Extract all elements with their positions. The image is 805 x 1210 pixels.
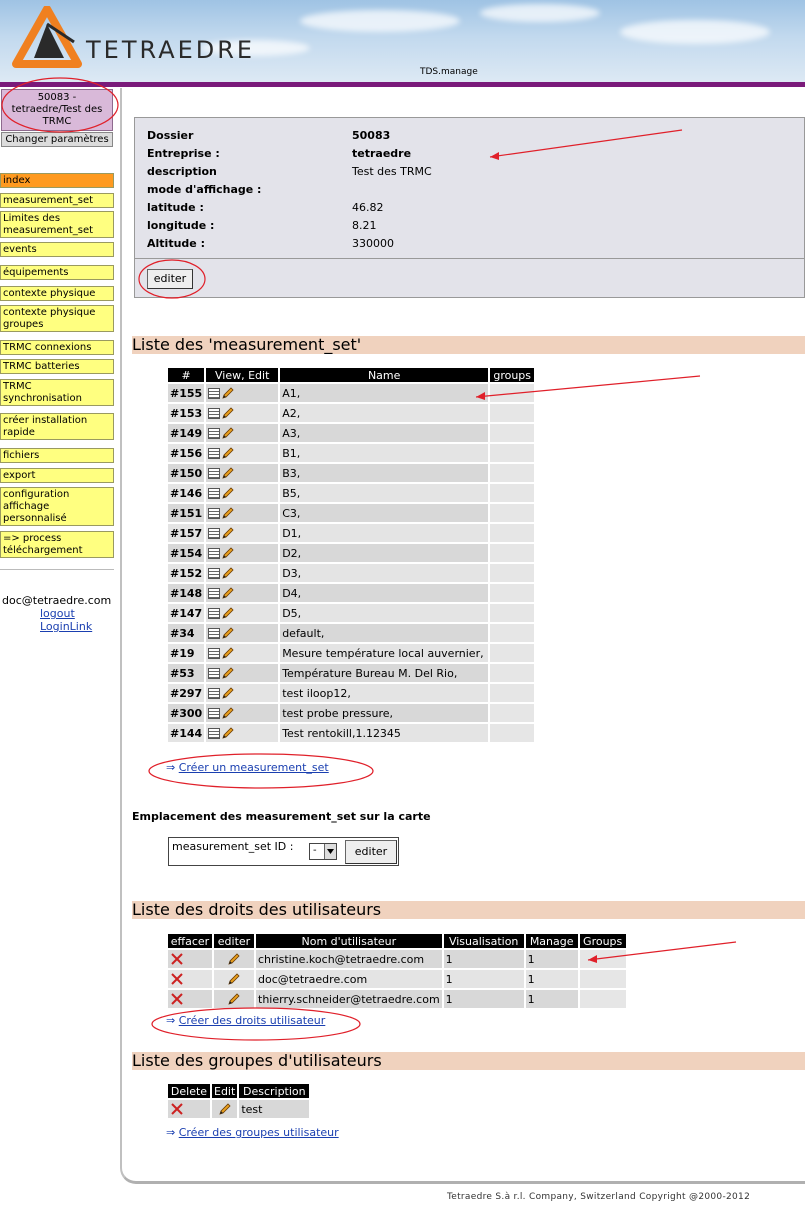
dossier-info-key: Entreprise : xyxy=(147,146,220,160)
measurement-set-groups xyxy=(490,524,534,542)
change-params-button[interactable]: Changer paramètres xyxy=(1,132,113,147)
dossier-info-row xyxy=(147,198,432,216)
measurement-set-row xyxy=(168,464,534,482)
measurement-set-name: test probe pressure, xyxy=(280,704,488,722)
measurement-set-id: #150 xyxy=(168,464,204,482)
measurement-set-name: B3, xyxy=(280,464,488,482)
measurement-set-groups xyxy=(490,724,534,742)
dossier-info-row xyxy=(147,180,432,198)
measurement-set-id: #147 xyxy=(168,604,204,622)
dossier-info-key: Altitude : xyxy=(147,236,205,250)
create-user-rights-link[interactable] xyxy=(166,1014,325,1027)
column-header-description: Description xyxy=(239,1084,309,1098)
dossier-info-key: Dossier xyxy=(147,128,194,142)
measurement-set-id: #154 xyxy=(168,544,204,562)
measurement-set-groups xyxy=(490,704,534,722)
measurement-set-name: B1, xyxy=(280,444,488,462)
view-edit-cell xyxy=(206,444,278,462)
delete-x-icon[interactable] xyxy=(170,952,184,966)
view-list-icon[interactable] xyxy=(208,648,220,659)
measurement-set-name: D5, xyxy=(280,604,488,622)
user-groups-table xyxy=(166,1082,311,1120)
measurement-set-groups xyxy=(490,444,534,462)
measurement-set-id: #148 xyxy=(168,584,204,602)
dossier-info-row xyxy=(147,216,432,234)
measurement-set-groups xyxy=(490,424,534,442)
column-header-name: Name xyxy=(280,368,488,382)
sidebar-item-trmc-connexions[interactable]: TRMC connexions xyxy=(0,340,114,355)
column-header-groups: groups xyxy=(490,368,534,382)
pencil-icon[interactable] xyxy=(227,952,241,966)
dossier-info-value: 330000 xyxy=(352,236,394,250)
pencil-icon[interactable] xyxy=(221,386,235,400)
measurement-set-id: #155 xyxy=(168,384,204,402)
measurement-set-id: #34 xyxy=(168,624,204,642)
dossier-info-key: description xyxy=(147,164,217,178)
view-list-icon[interactable] xyxy=(208,508,220,519)
measurement-set-groups xyxy=(490,484,534,502)
delete-x-icon[interactable] xyxy=(170,972,184,986)
sidebar-item-export[interactable]: export xyxy=(0,468,114,483)
user-email: doc@tetraedre.com xyxy=(2,594,112,607)
sidebar-item-process-telechargement[interactable]: => process téléchargement xyxy=(0,531,114,558)
create-user-group-link[interactable] xyxy=(166,1126,339,1139)
measurement-set-row xyxy=(168,384,534,402)
dossier-info-value: 8.21 xyxy=(352,218,377,232)
view-edit-cell xyxy=(206,564,278,582)
user-groups-section-title: Liste des groupes d'utilisateurs xyxy=(132,1052,805,1070)
measurement-set-name: A3, xyxy=(280,424,488,442)
view-list-icon[interactable] xyxy=(208,568,220,579)
measurement-set-name: C3, xyxy=(280,504,488,522)
view-edit-cell xyxy=(206,404,278,422)
column-header-username: Nom d'utilisateur xyxy=(256,934,442,948)
measurement-set-id: #156 xyxy=(168,444,204,462)
measurement-set-name: Température Bureau M. Del Rio, xyxy=(280,664,488,682)
view-list-icon[interactable] xyxy=(208,548,220,559)
view-edit-cell xyxy=(206,524,278,542)
view-list-icon[interactable] xyxy=(208,708,220,719)
page-header xyxy=(0,0,805,82)
measurement-set-groups xyxy=(490,604,534,622)
measurement-set-name: Test rentokill,1.12345 xyxy=(280,724,488,742)
view-list-icon[interactable] xyxy=(208,488,220,499)
measurement-set-name: D3, xyxy=(280,564,488,582)
view-list-icon[interactable] xyxy=(208,388,220,399)
user-rights-row xyxy=(168,950,626,968)
measurement-set-name: A1, xyxy=(280,384,488,402)
dossier-info-row xyxy=(147,162,432,180)
pencil-icon[interactable] xyxy=(221,466,235,480)
measurement-set-row xyxy=(168,484,534,502)
measurement-set-row xyxy=(168,424,534,442)
measurement-set-groups xyxy=(490,464,534,482)
pencil-icon[interactable] xyxy=(221,506,235,520)
measurement-set-row xyxy=(168,404,534,422)
measurement-set-row xyxy=(168,604,534,622)
measurement-set-id: #153 xyxy=(168,404,204,422)
pencil-icon[interactable] xyxy=(221,486,235,500)
column-header-editer: editer xyxy=(214,934,254,948)
delete-x-icon[interactable] xyxy=(170,992,184,1006)
measurement-set-name: default, xyxy=(280,624,488,642)
create-measurement-set-label[interactable]: Créer un measurement_set xyxy=(178,761,329,774)
pencil-icon[interactable] xyxy=(221,546,235,560)
tetraedre-logo-icon xyxy=(12,6,82,68)
measurement-set-id-label: measurement_set ID : xyxy=(172,840,294,853)
measurement-set-name: D2, xyxy=(280,544,488,562)
measurement-set-groups xyxy=(490,504,534,522)
sidebar-item-configuration-affichage[interactable]: configuration affichage personnalisé xyxy=(0,487,114,526)
measurement-set-row xyxy=(168,544,534,562)
user-rights-section-title: Liste des droits des utilisateurs xyxy=(132,901,805,919)
measurement-set-table xyxy=(166,366,536,744)
view-edit-cell xyxy=(206,644,278,662)
pencil-icon[interactable] xyxy=(221,526,235,540)
measurement-set-groups xyxy=(490,684,534,702)
app-name: TDS.manage xyxy=(420,67,478,77)
measurement-set-id: #297 xyxy=(168,684,204,702)
measurement-set-groups xyxy=(490,384,534,402)
measurement-set-row xyxy=(168,504,534,522)
sidebar-item-contexte-physique[interactable]: contexte physique xyxy=(0,286,114,301)
view-edit-cell xyxy=(206,684,278,702)
sidebar-item-fichiers[interactable]: fichiers xyxy=(0,448,114,463)
manage-cell: 1 xyxy=(526,950,578,968)
header-divider xyxy=(0,82,805,87)
visualisation-cell: 1 xyxy=(444,950,524,968)
measurement-set-name: B5, xyxy=(280,484,488,502)
view-edit-cell xyxy=(206,484,278,502)
manage-cell: 1 xyxy=(526,990,578,1008)
measurement-set-row xyxy=(168,664,534,682)
chevron-down-icon[interactable] xyxy=(324,844,336,859)
arrow-icon: ⇒ xyxy=(166,761,176,774)
measurement-set-row xyxy=(168,704,534,722)
view-list-icon[interactable] xyxy=(208,588,220,599)
measurement-set-name: Mesure température local auvernier, xyxy=(280,644,488,662)
view-edit-cell xyxy=(206,464,278,482)
dossier-info-value xyxy=(352,180,432,198)
measurement-set-id: #53 xyxy=(168,664,204,682)
sidebar-item-contexte-physique-groupes[interactable]: contexte physique groupes xyxy=(0,305,114,332)
measurement-set-id: #300 xyxy=(168,704,204,722)
groups-cell xyxy=(580,970,626,988)
pencil-icon[interactable] xyxy=(221,586,235,600)
measurement-set-row xyxy=(168,564,534,582)
sidebar-item-equipements[interactable]: équipements xyxy=(0,265,114,280)
pencil-icon[interactable] xyxy=(221,706,235,720)
map-edit-button[interactable]: editer xyxy=(345,840,397,864)
pencil-icon[interactable] xyxy=(218,1102,232,1116)
create-user-rights-label[interactable]: Créer des droits utilisateur xyxy=(178,1014,326,1027)
measurement-set-row xyxy=(168,684,534,702)
measurement-set-id: #151 xyxy=(168,504,204,522)
dossier-info-panel xyxy=(134,117,805,298)
manage-cell: 1 xyxy=(526,970,578,988)
dossier-info-value: 50083 xyxy=(352,128,391,142)
delete-cell xyxy=(168,950,212,968)
view-list-icon[interactable] xyxy=(208,528,220,539)
sidebar-item-events[interactable]: events xyxy=(0,242,114,257)
pencil-icon[interactable] xyxy=(221,646,235,660)
view-edit-cell xyxy=(206,584,278,602)
view-edit-cell xyxy=(206,624,278,642)
dossier-info-value: tetraedre xyxy=(352,146,412,160)
header-cloud xyxy=(300,10,460,32)
dossier-info-table xyxy=(147,126,432,252)
view-edit-cell xyxy=(206,724,278,742)
measurement-set-id: #144 xyxy=(168,724,204,742)
measurement-set-name: D4, xyxy=(280,584,488,602)
view-edit-cell xyxy=(206,384,278,402)
column-header-manage: Manage xyxy=(526,934,578,948)
column-header-delete: Delete xyxy=(168,1084,210,1098)
view-list-icon[interactable] xyxy=(208,628,220,639)
dossier-info-row xyxy=(147,144,432,162)
delete-x-icon[interactable] xyxy=(170,1102,184,1116)
current-dossier-label: 50083 - tetraedre/Test des TRMC xyxy=(1,89,113,131)
edit-cell xyxy=(212,1100,237,1118)
measurement-set-name: A2, xyxy=(280,404,488,422)
pencil-icon[interactable] xyxy=(221,406,235,420)
measurement-set-row xyxy=(168,444,534,462)
view-list-icon[interactable] xyxy=(208,408,220,419)
view-list-icon[interactable] xyxy=(208,448,220,459)
pencil-icon[interactable] xyxy=(221,446,235,460)
visualisation-cell: 1 xyxy=(444,990,524,1008)
create-user-group-label[interactable]: Créer des groupes utilisateur xyxy=(178,1126,339,1139)
measurement-set-id: #157 xyxy=(168,524,204,542)
pencil-icon[interactable] xyxy=(221,566,235,580)
panel-divider xyxy=(135,258,804,259)
measurement-set-row xyxy=(168,524,534,542)
column-header-view-edit: View, Edit xyxy=(206,368,278,382)
map-section-title: Emplacement des measurement_set sur la carte xyxy=(132,810,431,823)
logout-link[interactable]: logout xyxy=(40,607,75,620)
view-list-icon[interactable] xyxy=(208,688,220,699)
measurement-set-id: #152 xyxy=(168,564,204,582)
dossier-info-value: 46.82 xyxy=(352,200,384,214)
pencil-icon[interactable] xyxy=(221,626,235,640)
edit-cell xyxy=(214,970,254,988)
group-description-cell: test xyxy=(239,1100,309,1118)
view-list-icon[interactable] xyxy=(208,468,220,479)
header-cloud xyxy=(480,4,600,22)
edit-cell xyxy=(214,990,254,1008)
visualisation-cell: 1 xyxy=(444,970,524,988)
edit-cell xyxy=(214,950,254,968)
measurement-set-id: #19 xyxy=(168,644,204,662)
pencil-icon[interactable] xyxy=(227,972,241,986)
measurement-set-section-title: Liste des 'measurement_set' xyxy=(132,336,805,354)
pencil-icon[interactable] xyxy=(221,726,235,740)
measurement-set-groups xyxy=(490,564,534,582)
username-cell: thierry.schneider@tetraedre.com xyxy=(256,990,442,1008)
view-edit-cell xyxy=(206,664,278,682)
dossier-info-key: latitude : xyxy=(147,200,204,214)
sidebar-item-limites[interactable]: Limites des measurement_set xyxy=(0,211,114,238)
groups-cell xyxy=(580,990,626,1008)
sidebar-item-trmc-batteries[interactable]: TRMC batteries xyxy=(0,359,114,374)
sidebar-item-index[interactable]: index xyxy=(0,173,114,188)
view-list-icon[interactable] xyxy=(208,608,220,619)
measurement-set-name: test iloop12, xyxy=(280,684,488,702)
user-rights-row xyxy=(168,990,626,1008)
pencil-icon[interactable] xyxy=(221,606,235,620)
user-group-row xyxy=(168,1100,309,1118)
dossier-info-row xyxy=(147,126,432,144)
edit-dossier-button[interactable]: editer xyxy=(147,269,193,289)
view-list-icon[interactable] xyxy=(208,428,220,439)
username-cell: doc@tetraedre.com xyxy=(256,970,442,988)
arrow-icon: ⇒ xyxy=(166,1014,176,1027)
view-list-icon[interactable] xyxy=(208,728,220,739)
view-edit-cell xyxy=(206,504,278,522)
measurement-set-groups xyxy=(490,644,534,662)
measurement-set-row xyxy=(168,584,534,602)
measurement-set-name: D1, xyxy=(280,524,488,542)
dossier-info-key: mode d'affichage : xyxy=(147,182,262,196)
measurement-set-groups xyxy=(490,404,534,422)
measurement-set-groups xyxy=(490,584,534,602)
select-value: - xyxy=(313,845,317,856)
loginlink-link[interactable]: LoginLink xyxy=(40,620,93,633)
column-header-groups: Groups xyxy=(580,934,626,948)
pencil-icon[interactable] xyxy=(227,992,241,1006)
sidebar-item-measurement-set[interactable]: measurement_set xyxy=(0,193,114,208)
view-edit-cell xyxy=(206,424,278,442)
measurement-set-row xyxy=(168,724,534,742)
column-header-id: # xyxy=(168,368,204,382)
dossier-info-value: Test des TRMC xyxy=(352,164,432,178)
sidebar-item-trmc-synchronisation[interactable]: TRMC synchronisation xyxy=(0,379,114,406)
arrow-icon: ⇒ xyxy=(166,1126,176,1139)
view-list-icon[interactable] xyxy=(208,668,220,679)
user-rights-row xyxy=(168,970,626,988)
delete-cell xyxy=(168,990,212,1008)
column-header-edit: Edit xyxy=(214,1084,236,1098)
measurement-set-id-select[interactable] xyxy=(309,843,337,860)
pencil-icon[interactable] xyxy=(221,686,235,700)
sidebar-item-creer-installation[interactable]: créer installation rapide xyxy=(0,413,114,440)
dossier-info-key: longitude : xyxy=(147,218,215,232)
create-measurement-set-link[interactable] xyxy=(166,761,329,774)
column-header-visualisation: Visualisation xyxy=(444,934,524,948)
pencil-icon[interactable] xyxy=(221,426,235,440)
column-header-effacer: effacer xyxy=(168,934,212,948)
brand-name: TETRAEDRE xyxy=(86,36,256,64)
pencil-icon[interactable] xyxy=(221,666,235,680)
header-cloud xyxy=(620,20,770,44)
view-edit-cell xyxy=(206,704,278,722)
sidebar-divider xyxy=(0,569,114,570)
username-cell: christine.koch@tetraedre.com xyxy=(256,950,442,968)
measurement-set-groups xyxy=(490,664,534,682)
footer-copyright: Tetraedre S.à r.l. Company, Switzerland Copyright @2000-2012 xyxy=(447,1192,751,1202)
measurement-set-groups xyxy=(490,624,534,642)
measurement-set-row xyxy=(168,624,534,642)
measurement-set-groups xyxy=(490,544,534,562)
delete-cell xyxy=(168,1100,210,1118)
view-edit-cell xyxy=(206,544,278,562)
measurement-set-row xyxy=(168,644,534,662)
user-rights-table xyxy=(166,932,628,1010)
measurement-set-id: #149 xyxy=(168,424,204,442)
view-edit-cell xyxy=(206,604,278,622)
groups-cell xyxy=(580,950,626,968)
dossier-info-row xyxy=(147,234,432,252)
measurement-set-id: #146 xyxy=(168,484,204,502)
delete-cell xyxy=(168,970,212,988)
